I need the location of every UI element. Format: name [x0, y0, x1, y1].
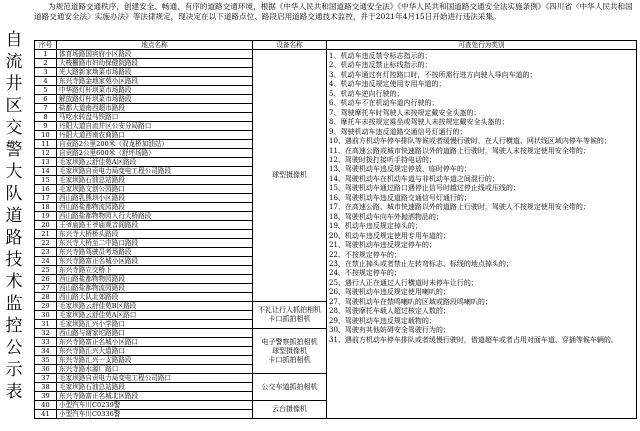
title-char: 警 — [5, 139, 23, 160]
row-location: 小型汽车川C0239警 — [57, 401, 253, 410]
device-cell — [253, 50, 327, 302]
behavior-item: 30、驾驶有其他妨碍安全驾驶行为的； — [329, 326, 450, 335]
device-name: 公交车道抓拍相机 — [261, 382, 318, 391]
row-location: 东兴寺路富正名城小区路段 — [57, 257, 253, 266]
row-number: 3 — [35, 68, 57, 77]
row-location: 盐都大道南西超市路段 — [57, 104, 253, 113]
row-location: 西山路盐都物物园入行大桥路段 — [57, 212, 253, 221]
behavior-item: 19、机动车违反规定掉头的； — [329, 222, 422, 231]
device-name: 不礼让行人抓拍相机 — [258, 306, 321, 314]
row-location: 毛家坝路云舒佳苑B区路段 — [57, 302, 253, 311]
row-location: 毛家坝路云舒佳苑A区路口 — [57, 311, 253, 320]
row-location: 东兴寺大桥至二中路口路段 — [57, 239, 253, 248]
row-number: 32 — [35, 329, 57, 338]
row-number: 5 — [35, 86, 57, 95]
vertical-title — [0, 0, 28, 431]
row-location: 西山路盐都物流园路段 — [57, 203, 253, 212]
device-name: 球型摄像机 — [272, 171, 307, 179]
row-number: 2 — [35, 59, 57, 68]
title-char: 术 — [5, 271, 23, 292]
row-location: 东兴寺路驾驶员考场路段 — [57, 248, 253, 257]
row-number: 4 — [35, 77, 57, 86]
device-name: 卡口抓拍相机 — [268, 355, 311, 364]
behavior-item: 7、驾驶摩托车时驾驶人未按规定戴安全头盔的； — [329, 108, 481, 117]
table-body — [35, 50, 637, 419]
title-char: 自 — [5, 29, 23, 50]
row-location: 解放路灯杆坝菜市场路段 — [57, 95, 253, 104]
behavior-item: 28、驾驶摩托车载人超过核定人数的； — [329, 307, 450, 316]
row-location: 毛家坝路石油总站路段 — [57, 383, 253, 392]
title-char: 井 — [5, 73, 23, 94]
row-number: 28 — [35, 293, 57, 302]
title-char: 技 — [5, 249, 23, 270]
row-location: 东兴寺路富正名城北区路段 — [57, 392, 253, 401]
row-number: 36 — [35, 365, 57, 374]
behavior-item: 14、驾驶机动车在机动车道与非机动车道之间混行的； — [329, 174, 499, 183]
device-name: 电子警察抓拍相机 — [261, 337, 318, 346]
row-number: 30 — [35, 311, 57, 320]
row-location: 东兴寺路金地家苑小区路段 — [57, 77, 253, 86]
behavior-item: 29、驾驶机动车违反规定载物的； — [329, 316, 436, 325]
intro-paragraph: 为规范道路交通秩序，创建安全、畅通、有序的道路交通环境，根据《中华人民共和国道路交通安全法》《中华人民共和国道路交通安全法实施条例》《四川省〈中华人民共和国道路交通安全法〉实施办法》等法律规定，现决定在以下道路点位、路段启用道路交通技术监控，并于2021年4月15日开始进行违法采集。 — [34, 2, 633, 21]
behavior-item: 18、驾驶机动车向车外抛洒物品的； — [329, 212, 443, 221]
row-number: 35 — [35, 356, 57, 365]
row-location: 丹阳大道自流井区公安分局路口 — [57, 122, 253, 131]
title-char: 道 — [5, 205, 23, 226]
behavior-item: 27、驾驶机动车在禁鸣喇叭的区域或路段鸣喇叭的； — [329, 297, 492, 306]
row-location: 西山路与谢家坨路路口 — [57, 329, 253, 338]
row-number: 41 — [35, 410, 57, 419]
behavior-item: 8、摩托车未按规定乘坐或驾驶人未按规定戴安全头盔的； — [329, 118, 509, 127]
row-location: 东兴寺路汇兴大道路口 — [57, 347, 253, 356]
behavior-item: 9、驾驶机动车违反道路交通信号灯通行的； — [329, 127, 467, 136]
row-location: 王爷庙路王爷庙观音阁路段 — [57, 221, 253, 230]
device-cell — [253, 302, 327, 329]
behavior-item: 10、遇前方机动车停车排队等候或者缓慢行驶时，在人行横道、网状线区域内停车等候的； — [329, 137, 611, 146]
header-location: 地点名称 — [57, 41, 253, 50]
title-char: 监 — [5, 293, 23, 314]
row-number: 26 — [35, 275, 57, 284]
title-char: 区 — [5, 95, 23, 116]
title-char: 控 — [5, 315, 23, 336]
row-number: 37 — [35, 374, 57, 383]
header-device: 设备名称 — [253, 41, 327, 50]
row-number: 15 — [35, 176, 57, 185]
device-name: 云台摄像机 — [272, 405, 307, 413]
row-number: 6 — [35, 95, 57, 104]
header-no: 序号 — [35, 41, 57, 50]
row-number: 38 — [35, 383, 57, 392]
row-location: 自贡路2公里200米（双龙桥加油站） — [57, 140, 253, 149]
row-number: 22 — [35, 239, 57, 248]
row-location: 丹阳大道西南农商路口 — [57, 131, 253, 140]
title-char: 表 — [5, 381, 23, 402]
row-location: 东兴寺大桥桥头路段 — [57, 230, 253, 239]
title-char: 队 — [5, 183, 23, 204]
device-cell — [253, 329, 327, 374]
row-number: 29 — [35, 302, 57, 311]
row-location: 马吃水转盘马铁路口 — [57, 113, 253, 122]
row-number: 17 — [35, 194, 57, 203]
behavior-item: 17、在高速公路、城市快速路以外的道路上行驶时，驾驶人不按规定使用安全带的； — [329, 203, 590, 212]
behavior-item: 25、遇行人正在通过人行横道时未停车让行的； — [329, 278, 478, 287]
row-number: 34 — [35, 347, 57, 356]
row-location: 小型汽车川C0336警 — [57, 410, 253, 419]
row-location: 毛家坝路文创公园路口 — [57, 185, 253, 194]
behavior-item: 12、驾驶时拨打接听手持电话的； — [329, 155, 436, 164]
row-location: 东兴寺路水源厂路口 — [57, 365, 253, 374]
row-number: 19 — [35, 212, 57, 221]
header-behavior: 可查处行为类别 — [327, 41, 637, 50]
row-location: 中华路灯杆坝菜市场路段 — [57, 86, 253, 95]
row-location: 西山路大队北郊路段 — [57, 293, 253, 302]
row-number: 7 — [35, 104, 57, 113]
behavior-item: 5、机动车逆向行驶的； — [329, 89, 404, 98]
row-location: 毛家坝路云舒佳苑A区路段 — [57, 158, 253, 167]
row-location: 东兴寺路汇兴一支路路段 — [57, 356, 253, 365]
behavior-item: 22、不按规定停车的； — [329, 250, 401, 259]
row-location: 体育场路国宾府小区路段 — [57, 50, 253, 59]
row-location: 西山路乳熊坝小区路段 — [57, 194, 253, 203]
title-char: 示 — [5, 359, 23, 380]
row-location: 毛家坝路自贡电力局变电工程公司路段 — [57, 167, 253, 176]
row-location: 东兴寺路富正名城小区路口 — [57, 338, 253, 347]
row-number: 9 — [35, 122, 57, 131]
row-location: 自贡路2公里600米（舒坪场路） — [57, 149, 253, 158]
row-location: 毛家坝路石油总站路段 — [57, 176, 253, 185]
row-number: 27 — [35, 284, 57, 293]
header-row — [35, 41, 637, 50]
row-location: 毛家坝路自贡电力局变电工程公司路口 — [57, 374, 253, 383]
behavior-item: 11、在高速公路或城市快速路以外的道路上行驶时，驾驶人未按规定使用安全带的； — [329, 146, 590, 155]
row-location: 光大路新家坳菜市场路段 — [57, 68, 253, 77]
behavior-item: 16、驾驶机动车违反道路交通信号灯通行的； — [329, 193, 471, 202]
row-number: 12 — [35, 149, 57, 158]
row-location: 东兴寺路立交桥下 — [57, 266, 253, 275]
device-cell — [253, 374, 327, 401]
table-row — [35, 50, 637, 59]
row-number: 33 — [35, 338, 57, 347]
row-location: 西山路盐都物流园路段 — [57, 284, 253, 293]
title-char: 大 — [5, 161, 23, 182]
row-location: 大梭栅路市妇幼保健院路段 — [57, 59, 253, 68]
behavior-item: 20、机动车违反规定使用专用车道的； — [329, 231, 450, 240]
behavior-item: 23、在禁止掉头或者禁止左转弯标志、标线的地点掉头的； — [329, 259, 513, 268]
row-number: 40 — [35, 401, 57, 410]
row-number: 16 — [35, 185, 57, 194]
behavior-item: 24、不按规定停车的； — [329, 269, 401, 278]
behavior-item: 3、机动车通过有灯控路口时，不按所需行进方向驶入导向车道的； — [329, 70, 537, 79]
monitoring-table — [34, 40, 637, 419]
title-char: 公 — [5, 337, 23, 358]
behavior-item: 21、驾驶机动车违反规定停车的； — [329, 241, 436, 250]
row-number: 13 — [35, 158, 57, 167]
behavior-item: 13、驾驶机动车违反规定停放、临时停车的； — [329, 165, 471, 174]
row-number: 25 — [35, 266, 57, 275]
row-number: 20 — [35, 221, 57, 230]
behavior-item: 1、机动车违反禁令标志指示的； — [329, 52, 432, 60]
row-number: 24 — [35, 257, 57, 266]
device-cell — [253, 401, 327, 419]
title-char: 路 — [5, 227, 23, 248]
behavior-item: 2、机动车违反禁止标线指示的； — [329, 61, 432, 70]
row-number: 18 — [35, 203, 57, 212]
behavior-item: 15、驾驶机动车通过路口遇停止信号时越过停止线或压线的； — [329, 184, 520, 193]
row-number: 31 — [35, 320, 57, 329]
row-number: 14 — [35, 167, 57, 176]
behavior-item: 26、驾驶机动车违反规定使用喇叭的； — [329, 288, 450, 297]
device-name: 卡口抓拍相机 — [268, 315, 311, 323]
row-number: 11 — [35, 140, 57, 149]
row-location: 毛家坝路汇兴小学路口 — [57, 320, 253, 329]
behavior-item: 6、机动车不在机动车道内行驶的； — [329, 99, 439, 108]
row-number: 23 — [35, 248, 57, 257]
row-number: 1 — [35, 50, 57, 59]
title-char: 交 — [5, 117, 23, 138]
title-char: 流 — [5, 51, 23, 72]
row-number: 8 — [35, 113, 57, 122]
behavior-cell — [327, 50, 637, 419]
row-number: 21 — [35, 230, 57, 239]
row-number: 10 — [35, 131, 57, 140]
behavior-item: 4、机动车违反规定使用专用车道的； — [329, 80, 446, 89]
device-name: 球型摄像机 — [272, 346, 307, 355]
behavior-item: 31、遇前方机动车停车排队或者缓慢行驶时，借道超车或者占用对面车道、穿插等候车辆的。 — [329, 335, 618, 344]
row-number: 39 — [35, 392, 57, 401]
row-location: 西山路盐都物物园路段 — [57, 275, 253, 284]
